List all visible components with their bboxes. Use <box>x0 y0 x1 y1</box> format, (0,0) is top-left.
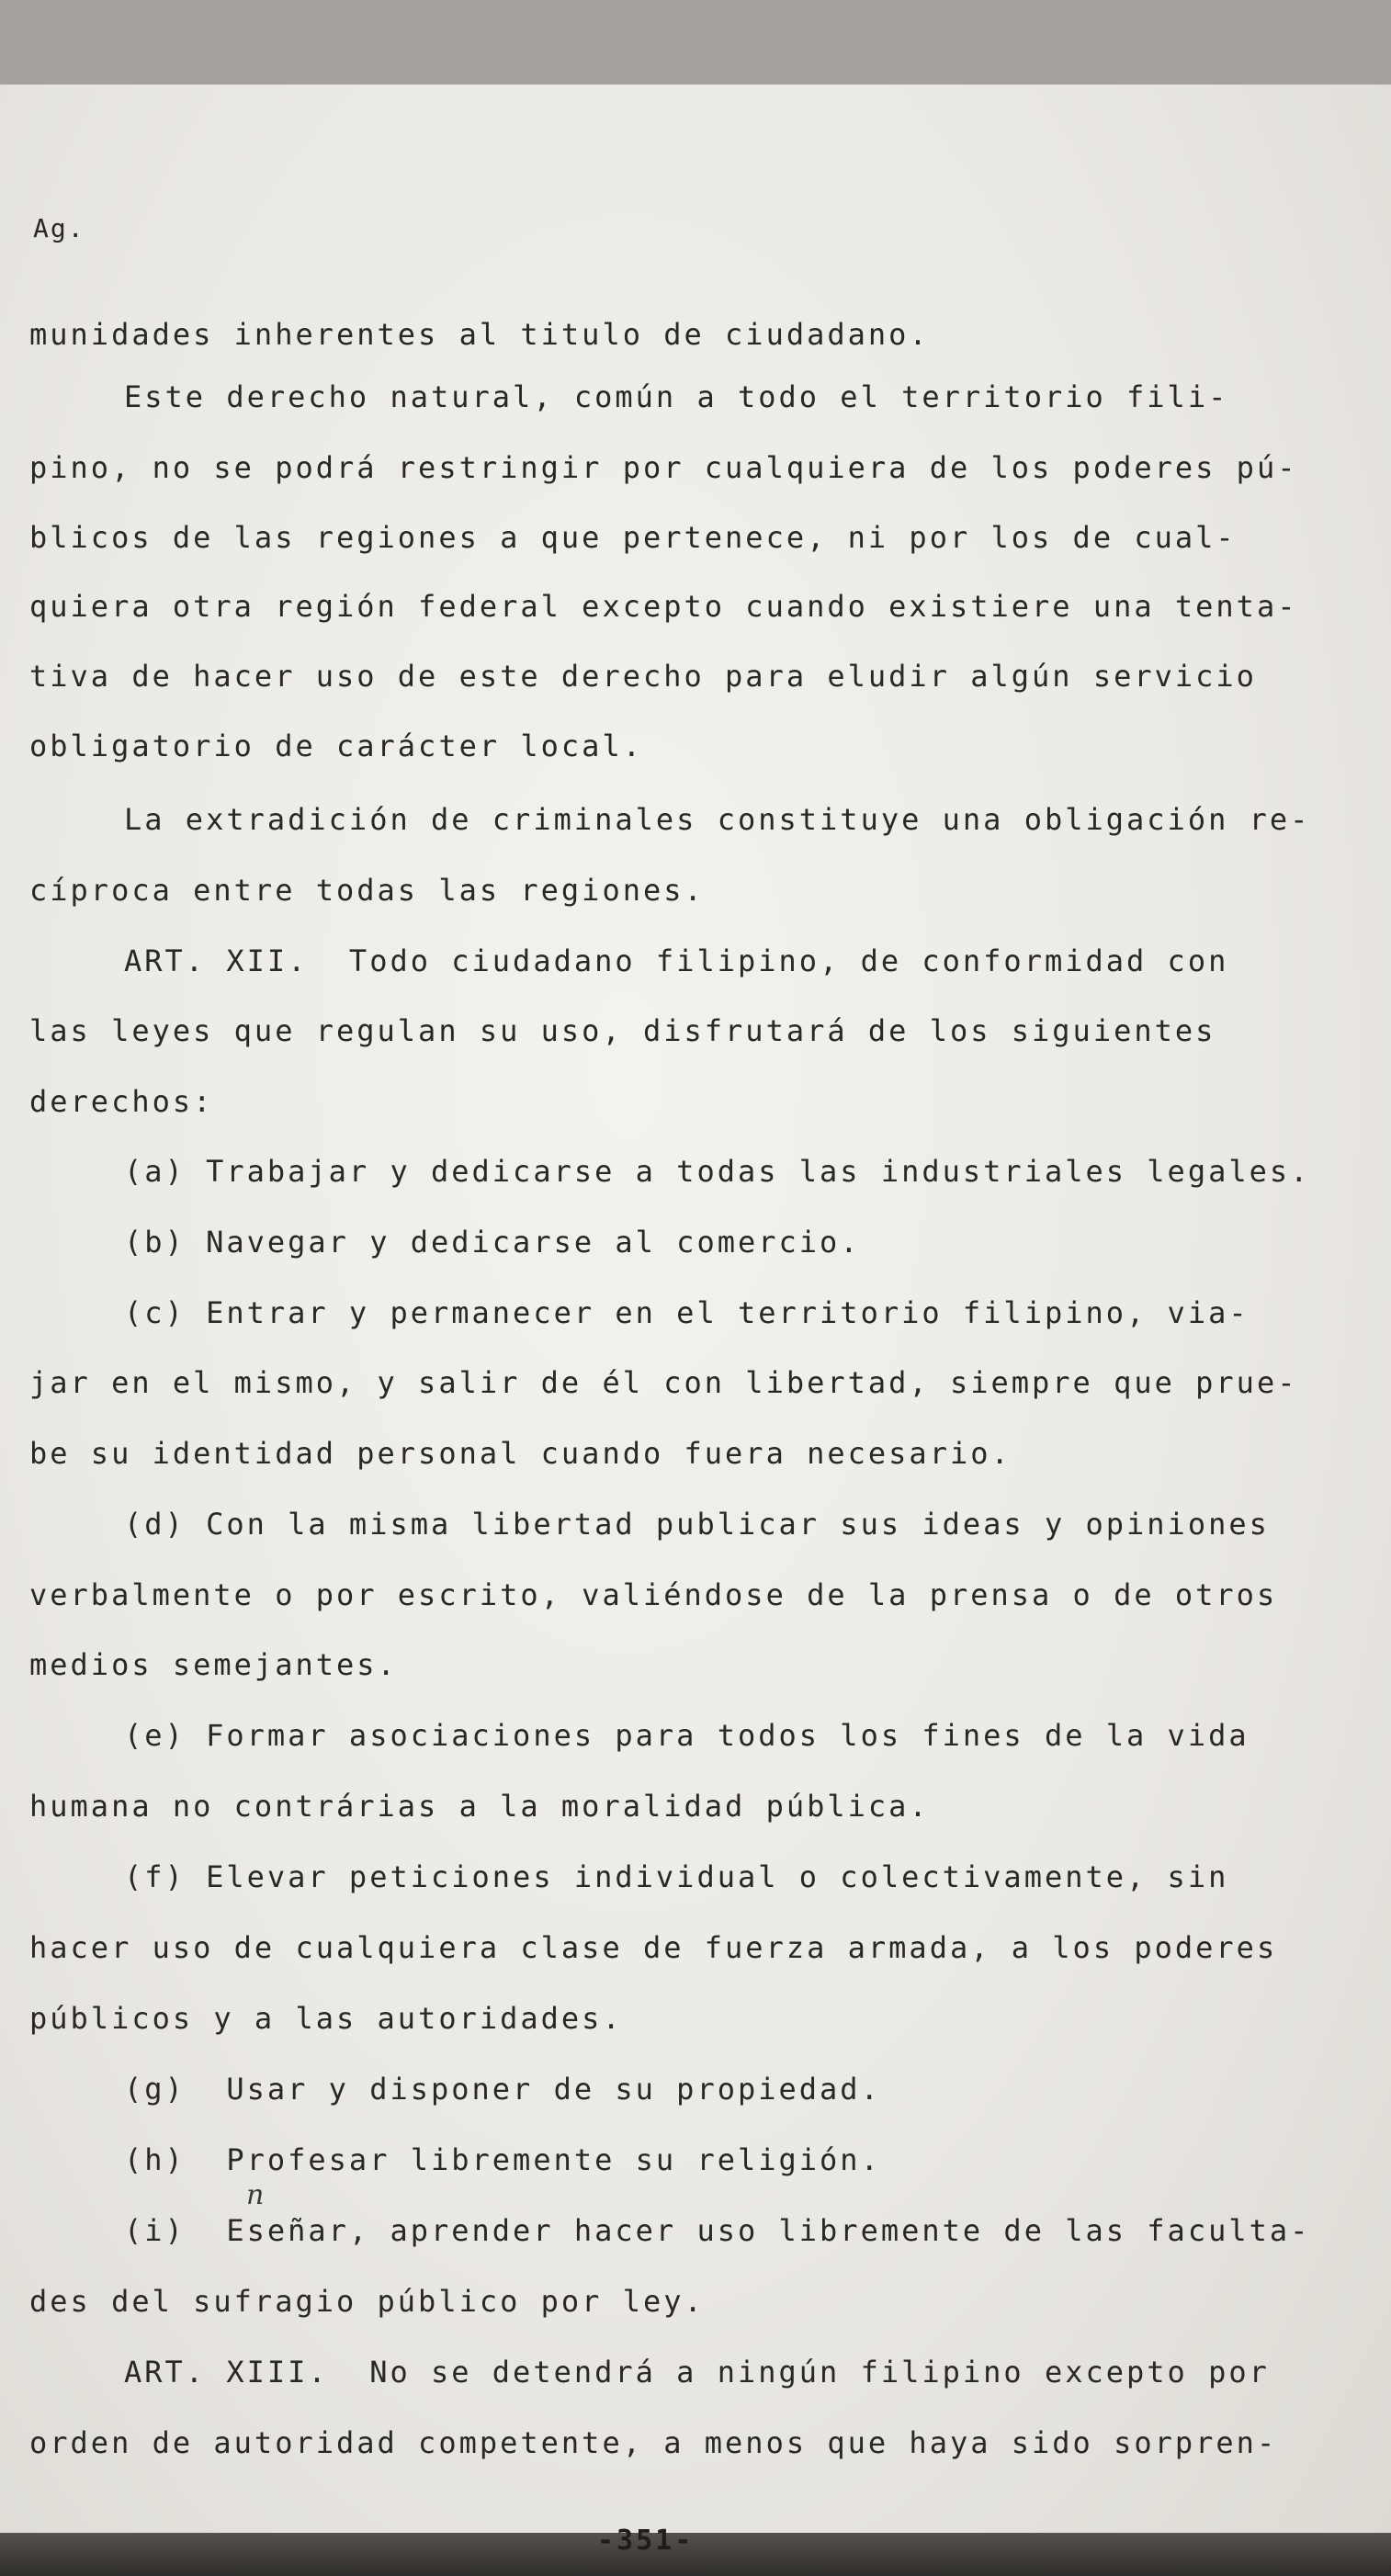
text-line-19: verbalmente o por escrito, valiéndose de la prensa o de otros <box>29 1577 1278 1612</box>
text-line-24: hacer uso de cualquiera clase de fuerza armada, a los poderes <box>29 1930 1278 1965</box>
text-line-28: (i) Eseñar, aprender hacer uso libremente de las faculta- <box>124 2213 1311 2248</box>
text-line-23: (f) Elevar peticiones individual o colectivamente, sin <box>124 1859 1229 1894</box>
text-line-9: cíproca entre todas las regiones. <box>29 873 705 908</box>
text-line-21: (e) Formar asociaciones para todos los fines de la vida <box>124 1718 1250 1753</box>
text-line-25: públicos y a las autoridades. <box>29 2001 623 2036</box>
handwritten-insertion: n <box>246 2179 265 2211</box>
text-line-17: be su identidad personal cuando fuera necesario. <box>29 1436 1012 1471</box>
text-line-1: munidades inherentes al titulo de ciudadano. <box>29 317 930 352</box>
corner-mark: Ag. <box>33 213 85 243</box>
text-line-29: des del sufragio público por ley. <box>29 2284 705 2319</box>
text-line-11: las leyes que regulan su uso, disfrutará de los siguientes <box>29 1013 1216 1048</box>
text-line-20: medios semejantes. <box>29 1647 398 1682</box>
text-line-8: La extradición de criminales constituye una obligación re- <box>124 802 1311 837</box>
page-number: -351- <box>597 2525 695 2557</box>
text-line-7: obligatorio de carácter local. <box>29 729 643 763</box>
text-line-2: Este derecho natural, común a todo el territorio fili- <box>124 379 1229 414</box>
text-line-3: pino, no se podrá restringir por cualquiera de los poderes pú- <box>29 450 1298 485</box>
typed-page <box>0 85 1391 2533</box>
text-line-10: ART. XII. Todo ciudadano filipino, de conformidad con <box>124 943 1229 978</box>
text-line-15: (c) Entrar y permanecer en el territorio filipino, via- <box>124 1295 1250 1330</box>
text-line-13: (a) Trabajar y dedicarse a todas las industriales legales. <box>124 1154 1311 1189</box>
text-line-14: (b) Navegar y dedicarse al comercio. <box>124 1225 861 1260</box>
text-line-16: jar en el mismo, y salir de él con libertad, siempre que prue- <box>29 1365 1298 1400</box>
text-line-6: tiva de hacer uso de este derecho para eludir algún servicio <box>29 659 1257 694</box>
text-line-22: humana no contrárias a la moralidad pública. <box>29 1789 930 1824</box>
text-line-30: ART. XIII. No se detendrá a ningún filipino excepto por <box>124 2355 1270 2390</box>
text-line-4: blicos de las regiones a que pertenece, ni por los de cual- <box>29 520 1237 555</box>
text-line-27: (h) Profesar libremente su religión. <box>124 2142 881 2177</box>
text-line-18: (d) Con la misma libertad publicar sus ideas y opiniones <box>124 1507 1270 1542</box>
text-line-31: orden de autoridad competente, a menos que haya sido sorpren- <box>29 2425 1278 2460</box>
text-line-12: derechos: <box>29 1084 214 1119</box>
text-line-5: quiera otra región federal excepto cuando existiere una tenta- <box>29 589 1298 624</box>
page-bottom-edge <box>0 2533 1391 2576</box>
text-line-26: (g) Usar y disponer de su propiedad. <box>124 2072 881 2107</box>
